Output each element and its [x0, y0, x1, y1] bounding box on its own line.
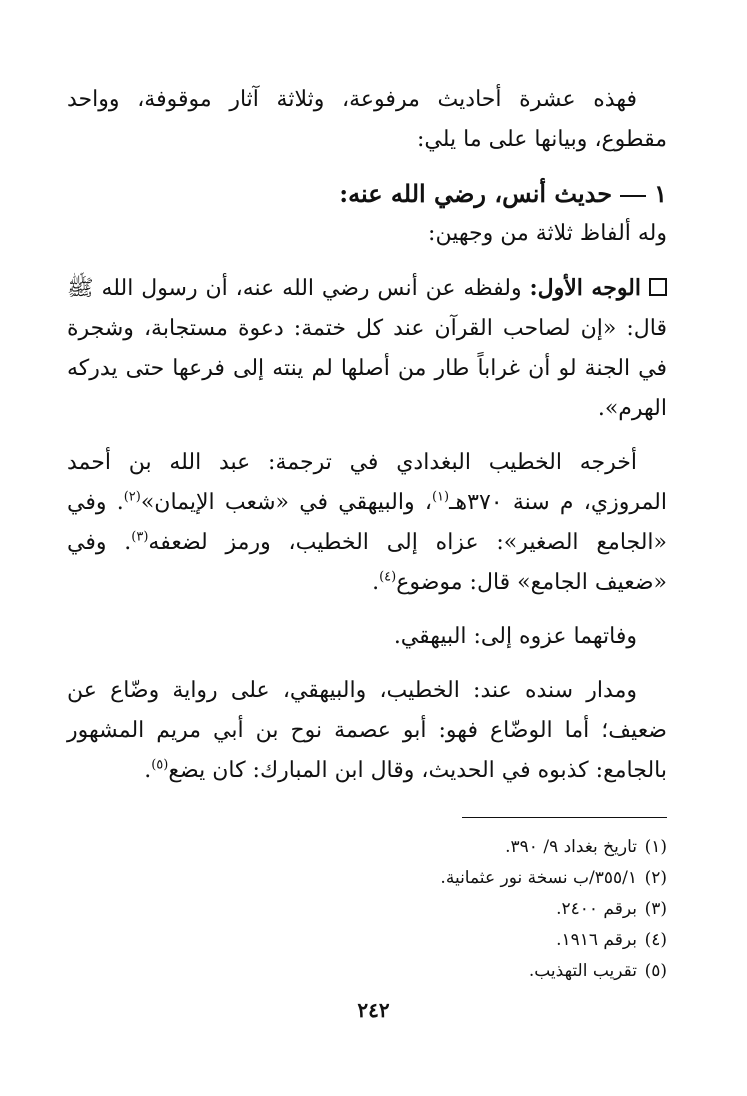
takhrij-text-3: . وفي «الجامع الصغير»: عزاه إلى الخطيب، ورمز لضعفه	[67, 490, 667, 555]
intro-line-1: فهذه عشرة أحاديث مرفوعة، وثلاثة آثار موقوفة، وواحد مقطوع،	[67, 87, 667, 152]
footnote-item	[67, 832, 667, 863]
face-one-label: الوجه الأول:	[529, 275, 641, 301]
intro-paragraph	[67, 80, 667, 160]
face-one-text: ولفظه عن أنس رضي الله عنه، أن رسول الله ﷺ قال: «إن لصاحب القرآن عند كل ختمة: دعوة مستجابة، وشجرة في الجنة لو أن غراباً طار من أصلها لم ينته إلى فرعها حتى يدركه الهرم».	[67, 276, 667, 421]
takhrij-text-4: . وفي «ضعيف الجامع» قال: موضوع	[67, 530, 667, 595]
footnote-item	[67, 956, 667, 987]
face-one-paragraph	[67, 268, 667, 429]
page-number: ٢٤٢	[357, 998, 390, 1022]
footnote-ref-2: (٢)	[123, 489, 141, 505]
takhrij-text-5: .	[372, 570, 380, 595]
footnote-item	[67, 863, 667, 894]
footnote-item	[67, 925, 667, 956]
section-title: حديث أنس، رضي الله عنه:	[339, 179, 613, 208]
footnote-ref-1: (١)	[431, 489, 450, 505]
footnotes-list	[67, 832, 667, 987]
footnote-marker: (٥)	[644, 961, 667, 981]
footnote-text: برقم ٢٤٠٠.	[556, 899, 637, 919]
footnote-text: تاريخ بغداد ٩/ ٣٩٠.	[505, 837, 637, 857]
footnote-marker: (٣)	[644, 899, 667, 919]
section-subtitle: وله ألفاظ ثلاثة من وجهين:	[428, 221, 667, 246]
footnote-text: برقم ١٩١٦.	[556, 930, 637, 950]
missed-paragraph: وفاتهما عزوه إلى: البيهقي.	[393, 624, 637, 649]
page-body	[67, 80, 667, 987]
footnote-marker: (٢)	[644, 868, 667, 888]
madar-text: ومدار سنده عند: الخطيب، والبيهقي، على رواية وضّاع عن ضعيف؛ أما الوضّاع فهو: أبو عصمة نوح بن أبي مريم المشهور بالجامع: كذبوه في الحديث، وقال ابن المبارك: كان يضع	[67, 678, 667, 783]
footnote-text: تقريب التهذيب.	[528, 961, 637, 981]
takhrij-text-2: ، والبيهقي في «شعب الإيمان»	[140, 490, 432, 515]
takhrij-text-1: أخرجه الخطيب البغدادي في ترجمة: عبد الله بن أحمد المروزي، م سنة ٣٧٠هـ	[67, 450, 667, 515]
takhrij-paragraph	[67, 443, 667, 603]
section-dash	[620, 195, 646, 197]
section-heading	[67, 174, 667, 214]
footnote-item	[67, 894, 667, 925]
footnote-ref-3: (٣)	[131, 529, 149, 545]
section-number: ١	[654, 179, 667, 208]
footnote-separator	[462, 817, 667, 818]
madar-paragraph	[67, 671, 667, 791]
footnote-marker: (٤)	[644, 930, 667, 950]
footnote-ref-4: (٤)	[379, 569, 397, 585]
madar-end: .	[144, 758, 152, 783]
checkbox-icon	[649, 278, 667, 296]
footnote-ref-5: (٥)	[151, 757, 169, 773]
footnote-text: ٣٥٥/١/ب نسخة نور عثمانية.	[440, 868, 637, 888]
footnote-marker: (١)	[644, 837, 667, 857]
intro-line-2: وبيانها على ما يلي:	[417, 127, 588, 152]
